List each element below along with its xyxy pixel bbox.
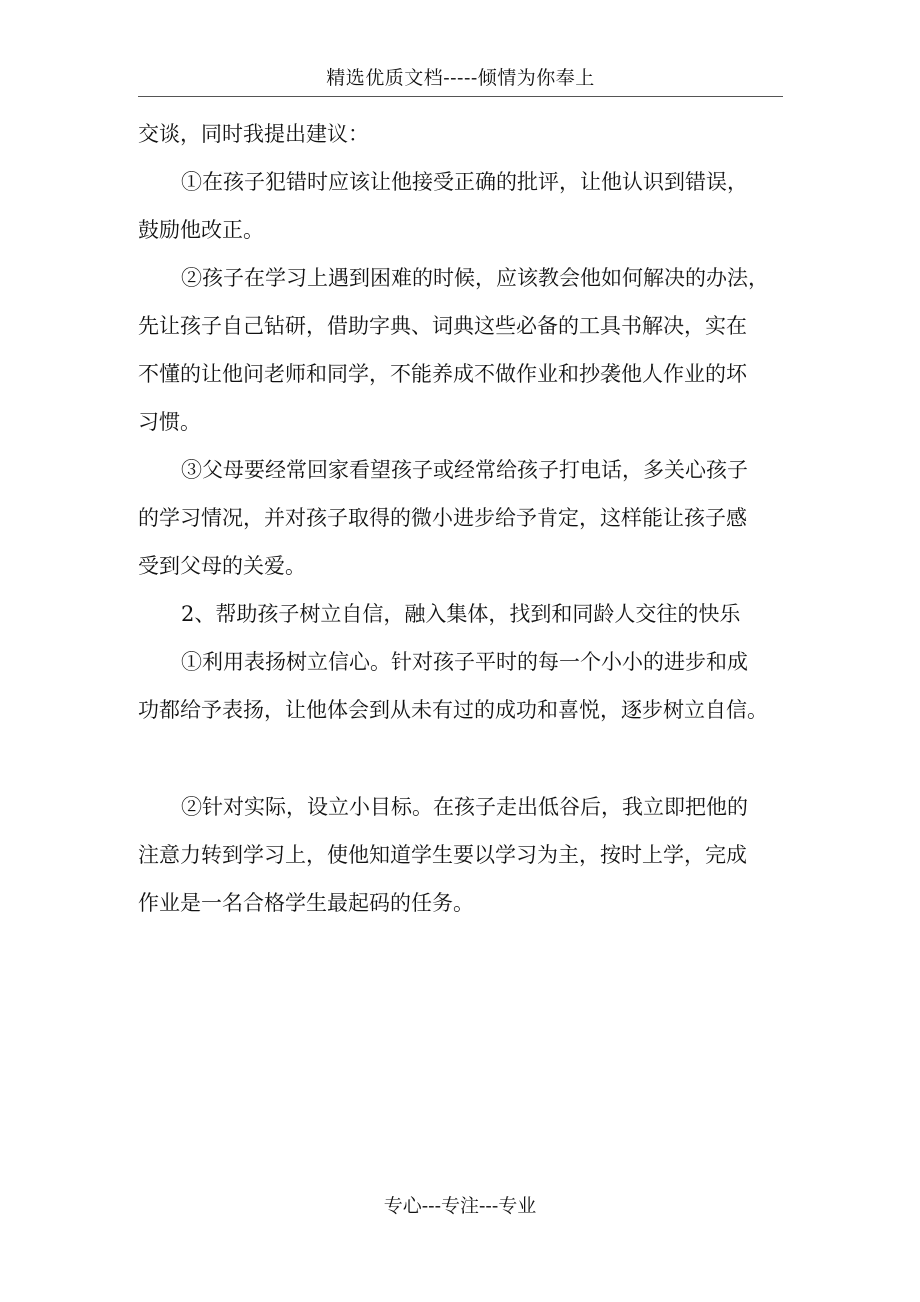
paragraph-line: ②针对实际，设立小目标。在孩子走出低谷后，我立即把他的: [181, 795, 748, 819]
paragraph-line: 的学习情况，并对孩子取得的微小进步给予肯定，这样能让孩子感: [138, 506, 747, 530]
document-body: [138, 110, 783, 927]
page-header: 精选优质文档-----倾情为你奉上: [138, 64, 783, 97]
paragraph-line: 受到父母的关爱。: [138, 554, 306, 578]
paragraph-line: ①利用表扬树立信心。针对孩子平时的每一个小小的进步和成: [181, 650, 748, 674]
paragraph-spacer: [138, 734, 783, 783]
paragraph-line: 作业是一名合格学生最起码的任务。: [138, 891, 474, 915]
paragraph-line: 交谈，同时我提出建议：: [138, 122, 369, 146]
paragraph-line: 注意力转到学习上，使他知道学生要以学习为主，按时上学，完成: [138, 843, 747, 867]
page-footer: 专心---专注---专业: [383, 1195, 537, 1217]
paragraph-line: 不懂的让他问老师和同学，不能养成不做作业和抄袭他人作业的坏: [138, 362, 747, 386]
section-heading: 2、帮助孩子树立自信，融入集体，找到和同龄人交往的快乐: [181, 602, 741, 626]
paragraph-line: 先让孩子自己钻研，借助字典、词典这些必备的工具书解决，实在: [138, 314, 747, 338]
paragraph-line: ②孩子在学习上遇到困难的时候，应该教会他如何解决的办法，: [181, 266, 769, 290]
paragraph-line: 习惯。: [138, 410, 201, 434]
paragraph-line: ①在孩子犯错时应该让他接受正确的批评，让他认识到错误，: [181, 170, 748, 194]
paragraph-line: 鼓励他改正。: [138, 218, 264, 242]
paragraph-line: ③父母要经常回家看望孩子或经常给孩子打电话，多关心孩子: [181, 458, 748, 482]
paragraph-line: 功都给予表扬，让他体会到从未有过的成功和喜悦，逐步树立自信。: [138, 698, 768, 722]
